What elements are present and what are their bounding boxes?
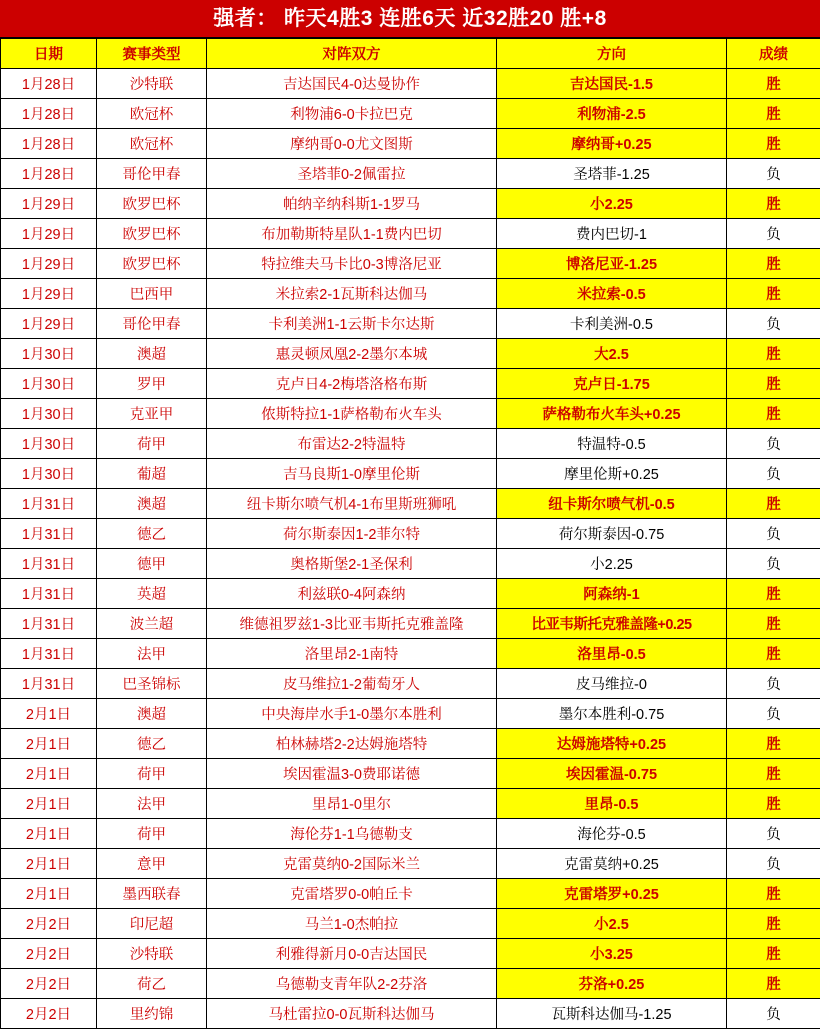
- cell-league: 欧罗巴杯: [97, 189, 207, 219]
- cell-date: 2月1日: [1, 699, 97, 729]
- table-row: [1, 519, 820, 549]
- table-row: [1, 99, 820, 129]
- cell-match: 惠灵顿凤凰2-2墨尔本城: [207, 339, 497, 369]
- column-header-league: 赛事类型: [97, 39, 207, 69]
- cell-direction: 洛里昂-0.5: [497, 639, 727, 669]
- cell-league: 欧罗巴杯: [97, 249, 207, 279]
- cell-date: 1月30日: [1, 429, 97, 459]
- cell-league: 印尼超: [97, 909, 207, 939]
- cell-league: 沙特联: [97, 69, 207, 99]
- table-row: [1, 819, 820, 849]
- cell-direction: 阿森纳-1: [497, 579, 727, 609]
- table-row: [1, 339, 820, 369]
- cell-match: 海伦芬1-1乌德勒支: [207, 819, 497, 849]
- cell-date: 1月31日: [1, 489, 97, 519]
- cell-league: 克亚甲: [97, 399, 207, 429]
- cell-match: 乌德勒支青年队2-2芬洛: [207, 969, 497, 999]
- status-badge: 负: [727, 219, 820, 249]
- cell-league: 荷甲: [97, 429, 207, 459]
- cell-league: 法甲: [97, 789, 207, 819]
- status-badge: 胜: [727, 369, 820, 399]
- cell-direction: 米拉索-0.5: [497, 279, 727, 309]
- cell-date: 1月30日: [1, 459, 97, 489]
- status-badge: 负: [727, 699, 820, 729]
- cell-match: 利兹联0-4阿森纳: [207, 579, 497, 609]
- cell-league: 葡超: [97, 459, 207, 489]
- cell-date: 1月29日: [1, 189, 97, 219]
- cell-direction: 小2.5: [497, 909, 727, 939]
- table-header-row: [1, 39, 820, 69]
- cell-league: 法甲: [97, 639, 207, 669]
- cell-league: 欧冠杯: [97, 129, 207, 159]
- cell-match: 利物浦6-0卡拉巴克: [207, 99, 497, 129]
- status-badge: 负: [727, 519, 820, 549]
- cell-direction: 埃因霍温-0.75: [497, 759, 727, 789]
- cell-match: 卡利美洲1-1云斯卡尔达斯: [207, 309, 497, 339]
- cell-match: 摩纳哥0-0尤文图斯: [207, 129, 497, 159]
- status-badge: 负: [727, 159, 820, 189]
- cell-league: 意甲: [97, 849, 207, 879]
- cell-match: 皮马维拉1-2葡萄牙人: [207, 669, 497, 699]
- table-row: [1, 579, 820, 609]
- table-row: [1, 639, 820, 669]
- page-title: 强者： 昨天4胜3 连胜6天 近32胜20 胜+8: [0, 0, 820, 38]
- status-badge: 胜: [727, 489, 820, 519]
- cell-match: 帕纳辛纳科斯1-1罗马: [207, 189, 497, 219]
- cell-match: 侬斯特拉1-1萨格勒布火车头: [207, 399, 497, 429]
- cell-league: 荷甲: [97, 819, 207, 849]
- cell-league: 德甲: [97, 549, 207, 579]
- cell-match: 米拉索2-1瓦斯科达伽马: [207, 279, 497, 309]
- table-row: [1, 129, 820, 159]
- cell-match: 克雷塔罗0-0帕丘卡: [207, 879, 497, 909]
- table-row: [1, 429, 820, 459]
- table-row: [1, 909, 820, 939]
- cell-date: 2月1日: [1, 789, 97, 819]
- status-badge: 胜: [727, 399, 820, 429]
- table-row: [1, 879, 820, 909]
- table-body: [1, 69, 820, 1029]
- cell-match: 圣塔菲0-2佩雷拉: [207, 159, 497, 189]
- cell-direction: 皮马维拉-0: [497, 669, 727, 699]
- cell-date: 1月31日: [1, 519, 97, 549]
- table-row: [1, 459, 820, 489]
- status-badge: 胜: [727, 639, 820, 669]
- cell-league: 罗甲: [97, 369, 207, 399]
- cell-date: 1月28日: [1, 99, 97, 129]
- status-badge: 负: [727, 459, 820, 489]
- cell-direction: 芬洛+0.25: [497, 969, 727, 999]
- table-row: [1, 759, 820, 789]
- table-row: [1, 729, 820, 759]
- cell-date: 1月29日: [1, 249, 97, 279]
- cell-match: 埃因霍温3-0费耶诺德: [207, 759, 497, 789]
- cell-date: 1月29日: [1, 279, 97, 309]
- cell-direction: 圣塔菲-1.25: [497, 159, 727, 189]
- cell-direction: 小3.25: [497, 939, 727, 969]
- cell-match: 维德祖罗兹1-3比亚韦斯托克雅盖隆: [207, 609, 497, 639]
- status-badge: 胜: [727, 969, 820, 999]
- cell-date: 1月29日: [1, 219, 97, 249]
- cell-league: 荷甲: [97, 759, 207, 789]
- cell-date: 1月31日: [1, 549, 97, 579]
- cell-league: 澳超: [97, 699, 207, 729]
- cell-date: 1月31日: [1, 669, 97, 699]
- cell-match: 马兰1-0杰帕拉: [207, 909, 497, 939]
- cell-direction: 克雷塔罗+0.25: [497, 879, 727, 909]
- cell-league: 欧冠杯: [97, 99, 207, 129]
- cell-match: 吉达国民4-0达曼协作: [207, 69, 497, 99]
- status-badge: 胜: [727, 189, 820, 219]
- status-badge: 胜: [727, 729, 820, 759]
- cell-date: 2月1日: [1, 849, 97, 879]
- status-badge: 负: [727, 999, 820, 1029]
- cell-match: 马杜雷拉0-0瓦斯科达伽马: [207, 999, 497, 1029]
- column-header-match: 对阵双方: [207, 39, 497, 69]
- cell-date: 1月28日: [1, 129, 97, 159]
- cell-direction: 墨尔本胜利-0.75: [497, 699, 727, 729]
- cell-direction: 利物浦-2.5: [497, 99, 727, 129]
- cell-date: 2月1日: [1, 759, 97, 789]
- cell-direction: 达姆施塔特+0.25: [497, 729, 727, 759]
- cell-direction: 小2.25: [497, 189, 727, 219]
- cell-date: 2月2日: [1, 999, 97, 1029]
- cell-match: 中央海岸水手1-0墨尔本胜利: [207, 699, 497, 729]
- status-badge: 胜: [727, 909, 820, 939]
- cell-direction: 博洛尼亚-1.25: [497, 249, 727, 279]
- status-badge: 负: [727, 309, 820, 339]
- table-row: [1, 399, 820, 429]
- cell-direction: 萨格勒布火车头+0.25: [497, 399, 727, 429]
- table-row: [1, 189, 820, 219]
- table-row: [1, 789, 820, 819]
- table-row: [1, 159, 820, 189]
- table-row: [1, 309, 820, 339]
- cell-match: 利雅得新月0-0吉达国民: [207, 939, 497, 969]
- cell-league: 澳超: [97, 339, 207, 369]
- cell-date: 1月28日: [1, 69, 97, 99]
- status-badge: 胜: [727, 249, 820, 279]
- status-badge: 负: [727, 429, 820, 459]
- cell-match: 克雷莫纳0-2国际米兰: [207, 849, 497, 879]
- status-badge: 负: [727, 819, 820, 849]
- table-row: [1, 69, 820, 99]
- cell-date: 2月2日: [1, 969, 97, 999]
- cell-match: 纽卡斯尔喷气机4-1布里斯班狮吼: [207, 489, 497, 519]
- table-row: [1, 939, 820, 969]
- table-row: [1, 219, 820, 249]
- cell-date: 1月31日: [1, 639, 97, 669]
- cell-league: 巴圣锦标: [97, 669, 207, 699]
- status-badge: 胜: [727, 789, 820, 819]
- cell-direction: 比亚韦斯托克雅盖隆+0.25: [497, 609, 727, 639]
- column-header-direction: 方向: [497, 39, 727, 69]
- cell-date: 1月29日: [1, 309, 97, 339]
- status-badge: 胜: [727, 339, 820, 369]
- cell-direction: 里昂-0.5: [497, 789, 727, 819]
- table-row: [1, 669, 820, 699]
- cell-direction: 大2.5: [497, 339, 727, 369]
- cell-league: 澳超: [97, 489, 207, 519]
- cell-direction: 海伦芬-0.5: [497, 819, 727, 849]
- cell-direction: 瓦斯科达伽马-1.25: [497, 999, 727, 1029]
- cell-league: 巴西甲: [97, 279, 207, 309]
- cell-direction: 费内巴切-1: [497, 219, 727, 249]
- status-badge: 胜: [727, 69, 820, 99]
- cell-league: 欧罗巴杯: [97, 219, 207, 249]
- cell-match: 柏林赫塔2-2达姆施塔特: [207, 729, 497, 759]
- cell-league: 里约锦: [97, 999, 207, 1029]
- cell-date: 2月1日: [1, 879, 97, 909]
- cell-date: 2月2日: [1, 909, 97, 939]
- cell-direction: 特温特-0.5: [497, 429, 727, 459]
- status-badge: 负: [727, 669, 820, 699]
- cell-direction: 小2.25: [497, 549, 727, 579]
- table-row: [1, 279, 820, 309]
- cell-match: 克卢日4-2梅塔洛格布斯: [207, 369, 497, 399]
- cell-direction: 克雷莫纳+0.25: [497, 849, 727, 879]
- status-badge: 胜: [727, 579, 820, 609]
- cell-league: 墨西联春: [97, 879, 207, 909]
- cell-direction: 纽卡斯尔喷气机-0.5: [497, 489, 727, 519]
- cell-league: 沙特联: [97, 939, 207, 969]
- table-row: [1, 969, 820, 999]
- status-badge: 胜: [727, 609, 820, 639]
- status-badge: 胜: [727, 939, 820, 969]
- table-row: [1, 369, 820, 399]
- cell-date: 1月31日: [1, 609, 97, 639]
- cell-league: 波兰超: [97, 609, 207, 639]
- cell-league: 哥伦甲春: [97, 159, 207, 189]
- table-row: [1, 999, 820, 1029]
- cell-date: 2月1日: [1, 819, 97, 849]
- table-row: [1, 489, 820, 519]
- cell-match: 奥格斯堡2-1圣保利: [207, 549, 497, 579]
- cell-match: 吉马良斯1-0摩里伦斯: [207, 459, 497, 489]
- cell-date: 2月2日: [1, 939, 97, 969]
- cell-league: 德乙: [97, 519, 207, 549]
- cell-match: 荷尔斯泰因1-2菲尔特: [207, 519, 497, 549]
- column-header-date: 日期: [1, 39, 97, 69]
- table-row: [1, 849, 820, 879]
- cell-league: 荷乙: [97, 969, 207, 999]
- cell-match: 洛里昂2-1南特: [207, 639, 497, 669]
- cell-match: 布雷达2-2特温特: [207, 429, 497, 459]
- status-badge: 负: [727, 549, 820, 579]
- cell-match: 特拉维夫马卡比0-3博洛尼亚: [207, 249, 497, 279]
- cell-direction: 卡利美洲-0.5: [497, 309, 727, 339]
- table-row: [1, 609, 820, 639]
- table-row: [1, 699, 820, 729]
- cell-direction: 吉达国民-1.5: [497, 69, 727, 99]
- cell-match: 布加勒斯特星队1-1费内巴切: [207, 219, 497, 249]
- cell-direction: 摩纳哥+0.25: [497, 129, 727, 159]
- status-badge: 胜: [727, 279, 820, 309]
- status-badge: 负: [727, 849, 820, 879]
- cell-league: 英超: [97, 579, 207, 609]
- table-row: [1, 549, 820, 579]
- cell-direction: 克卢日-1.75: [497, 369, 727, 399]
- status-badge: 胜: [727, 99, 820, 129]
- cell-direction: 摩里伦斯+0.25: [497, 459, 727, 489]
- status-badge: 胜: [727, 879, 820, 909]
- cell-date: 1月30日: [1, 339, 97, 369]
- table-row: [1, 249, 820, 279]
- cell-date: 1月30日: [1, 369, 97, 399]
- cell-match: 里昂1-0里尔: [207, 789, 497, 819]
- predictions-table: [0, 38, 820, 1029]
- cell-league: 哥伦甲春: [97, 309, 207, 339]
- cell-date: 2月1日: [1, 729, 97, 759]
- cell-date: 1月28日: [1, 159, 97, 189]
- column-header-result: 成绩: [727, 39, 820, 69]
- status-badge: 胜: [727, 759, 820, 789]
- cell-date: 1月31日: [1, 579, 97, 609]
- status-badge: 胜: [727, 129, 820, 159]
- cell-date: 1月30日: [1, 399, 97, 429]
- cell-league: 德乙: [97, 729, 207, 759]
- cell-direction: 荷尔斯泰因-0.75: [497, 519, 727, 549]
